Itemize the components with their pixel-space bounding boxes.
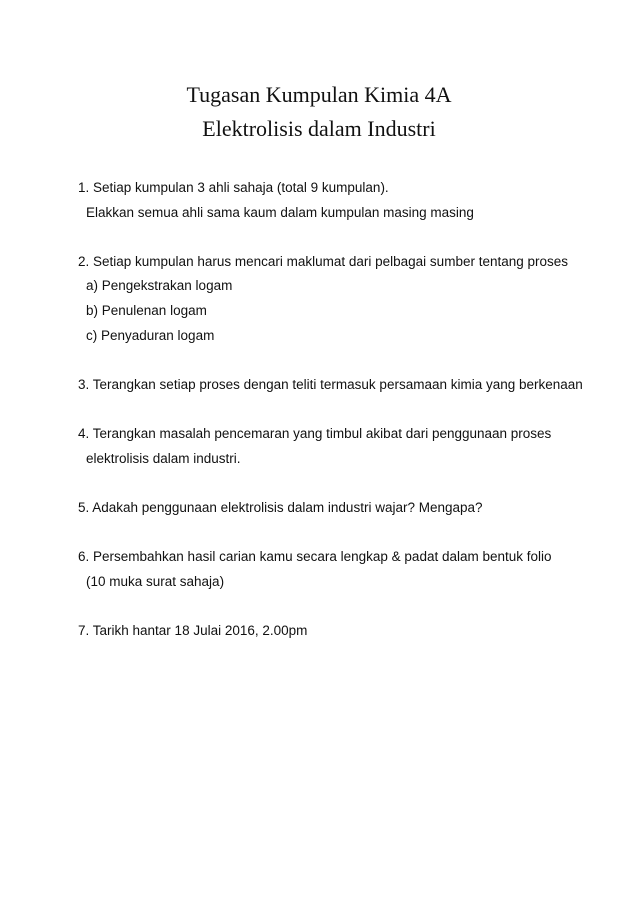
list-item-6	[78, 545, 598, 594]
list-item-5	[78, 496, 598, 521]
list-item-1	[78, 176, 598, 225]
item-5-line-1: 5. Adakah penggunaan elektrolisis dalam industri wajar? Mengapa?	[78, 499, 483, 515]
item-2-subitem-b: b) Penulenan logam	[86, 302, 207, 318]
instruction-list	[78, 176, 598, 643]
item-2-line-1: 2. Setiap kumpulan harus mencari maklumat dari pelbagai sumber tentang proses	[78, 253, 569, 269]
item-1-line-2: Elakkan semua ahli sama kaum dalam kumpulan masing masing	[86, 204, 474, 220]
item-1-line-1: 1. Setiap kumpulan 3 ahli sahaja (total 9 kumpulan).	[78, 180, 389, 195]
item-2-subitem-a: a) Pengekstrakan logam	[86, 278, 233, 294]
list-item-4	[78, 422, 598, 471]
title-line-1: Tugasan Kumpulan Kimia 4A	[186, 82, 452, 107]
item-6-line-1: 6. Persembahkan hasil carian kamu secara lengkap & padat dalam bentuk folio	[78, 548, 552, 564]
list-item-7	[78, 619, 598, 644]
item-2-subitem-c: c) Penyaduran logam	[86, 327, 215, 343]
list-item-2	[78, 250, 598, 348]
item-3-line-1: 3. Terangkan setiap proses dengan teliti termasuk persamaan kimia yang berkenaan	[78, 376, 583, 392]
item-4-line-2: elektrolisis dalam industri.	[86, 450, 241, 466]
item-7-line-1: 7. Tarikh hantar 18 Julai 2016, 2.00pm	[78, 622, 308, 638]
title-line-2: Elektrolisis dalam Industri	[202, 116, 436, 141]
item-4-line-1: 4. Terangkan masalah pencemaran yang timbul akibat dari penggunaan proses	[78, 425, 552, 441]
list-item-3	[78, 373, 598, 398]
item-6-line-2: (10 muka surat sahaja)	[86, 573, 225, 589]
document-title	[0, 78, 638, 146]
